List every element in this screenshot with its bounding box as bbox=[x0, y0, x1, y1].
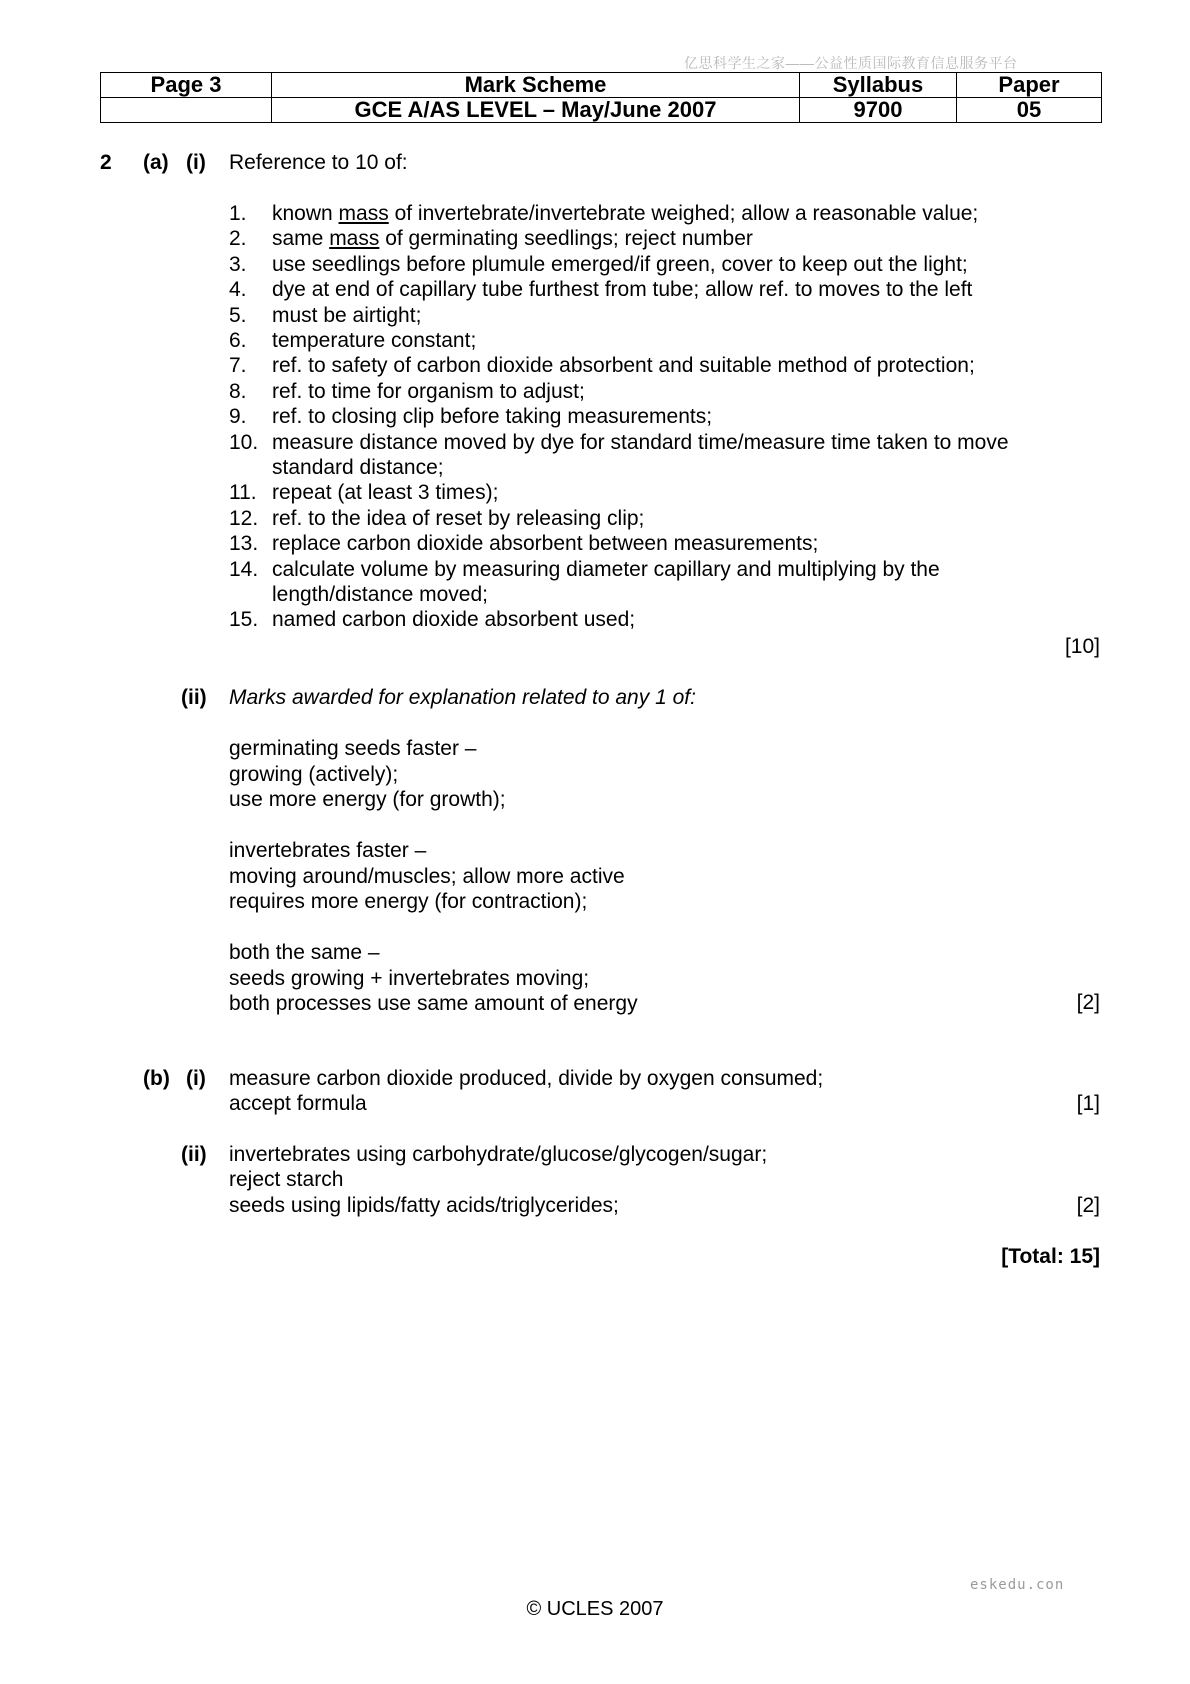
point-text-pre: known bbox=[272, 202, 339, 225]
question-number: 2 bbox=[100, 151, 112, 174]
b-i-mark: [1] bbox=[1076, 1092, 1100, 1115]
part-b-label: (b) bbox=[143, 1067, 170, 1090]
point-text: ref. to closing clip before taking measurements; bbox=[272, 405, 713, 429]
point-text-continued: length/distance moved; bbox=[272, 583, 488, 606]
point-text bbox=[272, 201, 978, 226]
point-text: temperature constant; bbox=[272, 329, 477, 352]
watermark-bottom: eskedu.con bbox=[970, 1577, 1065, 1593]
point-number: 3. bbox=[229, 252, 247, 276]
a-ii-group-line: both the same – bbox=[229, 941, 380, 964]
a-ii-group-line: growing (actively); bbox=[229, 762, 399, 786]
a-i-mark: [10] bbox=[1064, 635, 1100, 658]
footer-copyright: © UCLES 2007 bbox=[526, 1598, 664, 1620]
point-number: 5. bbox=[229, 303, 247, 327]
header-syllabus-label: Syllabus bbox=[800, 73, 957, 98]
part-b-ii-label: (ii) bbox=[181, 1143, 207, 1166]
part-b-i-label: (i) bbox=[186, 1067, 206, 1090]
point-text: ref. to safety of carbon dioxide absorbent and suitable method of protection; bbox=[272, 354, 975, 378]
b-ii-line-3: seeds using lipids/fatty acids/triglycerides; bbox=[229, 1194, 619, 1217]
point-text: ref. to the idea of reset by releasing clip; bbox=[272, 506, 645, 530]
point-text: use seedlings before plumule emerged/if green, cover to keep out the light; bbox=[272, 252, 968, 276]
header-empty-cell bbox=[101, 98, 272, 123]
watermark-top: 亿思科学生之家——公益性质国际教育信息服务平台 bbox=[684, 55, 1018, 71]
point-number: 13. bbox=[229, 532, 259, 556]
point-text: must be airtight; bbox=[272, 303, 422, 327]
part-a-ii-label: (ii) bbox=[181, 686, 207, 709]
a-ii-group-line: use more energy (for growth); bbox=[229, 788, 506, 811]
point-number: 4. bbox=[229, 278, 247, 302]
point-text: replace carbon dioxide absorbent between measurements; bbox=[272, 532, 819, 556]
header-syllabus-code: 9700 bbox=[800, 98, 957, 123]
point-number: 1. bbox=[229, 202, 247, 225]
header-row-1 bbox=[101, 73, 1102, 98]
point-text: dye at end of capillary tube furthest from tube; allow ref. to moves to the left bbox=[272, 278, 973, 302]
a-ii-group-line: germinating seeds faster – bbox=[229, 737, 477, 760]
point-text-pre: same bbox=[272, 227, 330, 251]
point-text-post: of germinating seedlings; reject number bbox=[379, 227, 753, 251]
point-number: 6. bbox=[229, 329, 247, 352]
point-text bbox=[272, 226, 753, 251]
b-i-line-2: accept formula bbox=[229, 1092, 367, 1115]
point-text: repeat (at least 3 times); bbox=[272, 481, 499, 505]
b-ii-line-1: invertebrates using carbohydrate/glucose/glycogen/sugar; bbox=[229, 1143, 768, 1166]
point-text: measure distance moved by dye for standard time/measure time taken to move bbox=[272, 430, 1009, 454]
header-paper-number: 05 bbox=[957, 98, 1102, 123]
a-ii-group-line: both processes use same amount of energy bbox=[229, 992, 638, 1015]
point-text-continued: standard distance; bbox=[272, 456, 444, 479]
point-text: named carbon dioxide absorbent used; bbox=[272, 608, 636, 632]
header-page: Page 3 bbox=[101, 73, 272, 98]
point-text-underlined: mass bbox=[329, 227, 380, 251]
point-text-underlined: mass bbox=[338, 202, 389, 225]
point-text-post: of invertebrate/invertebrate weighed; allow a reasonable value; bbox=[388, 202, 979, 225]
b-ii-line-2: reject starch bbox=[229, 1168, 344, 1191]
a-ii-mark: [2] bbox=[1076, 991, 1100, 1014]
point-number: 2. bbox=[229, 227, 247, 251]
point-number: 10. bbox=[229, 430, 259, 454]
a-ii-group-line: invertebrates faster – bbox=[229, 839, 427, 862]
point-number: 7. bbox=[229, 354, 247, 378]
point-number: 15. bbox=[229, 608, 259, 632]
header-paper-label: Paper bbox=[957, 73, 1102, 98]
header-exam: GCE A/AS LEVEL – May/June 2007 bbox=[272, 98, 800, 123]
a-ii-group-line: requires more energy (for contraction); bbox=[229, 890, 588, 913]
point-number: 8. bbox=[229, 379, 247, 403]
point-number: 12. bbox=[229, 506, 259, 530]
a-ii-group-line: seeds growing + invertebrates moving; bbox=[229, 966, 590, 990]
point-number: 9. bbox=[229, 405, 247, 429]
point-text: calculate volume by measuring diameter capillary and multiplying by the bbox=[272, 557, 940, 581]
header-row-2 bbox=[101, 98, 1102, 123]
header-table bbox=[100, 72, 1102, 123]
point-number: 11. bbox=[229, 481, 257, 505]
header-title: Mark Scheme bbox=[272, 73, 800, 98]
part-a-i-label: (i) bbox=[186, 151, 206, 174]
a-i-intro: Reference to 10 of: bbox=[229, 151, 408, 174]
total-mark: [Total: 15] bbox=[1001, 1245, 1100, 1268]
a-ii-group-line: moving around/muscles; allow more active bbox=[229, 864, 625, 888]
a-ii-intro: Marks awarded for explanation related to any 1 of: bbox=[229, 686, 696, 709]
point-text: ref. to time for organism to adjust; bbox=[272, 379, 585, 403]
b-i-line-1: measure carbon dioxide produced, divide by oxygen consumed; bbox=[229, 1067, 824, 1090]
point-number: 14. bbox=[229, 557, 259, 581]
part-a-label: (a) bbox=[143, 151, 169, 174]
b-ii-mark: [2] bbox=[1076, 1194, 1100, 1217]
